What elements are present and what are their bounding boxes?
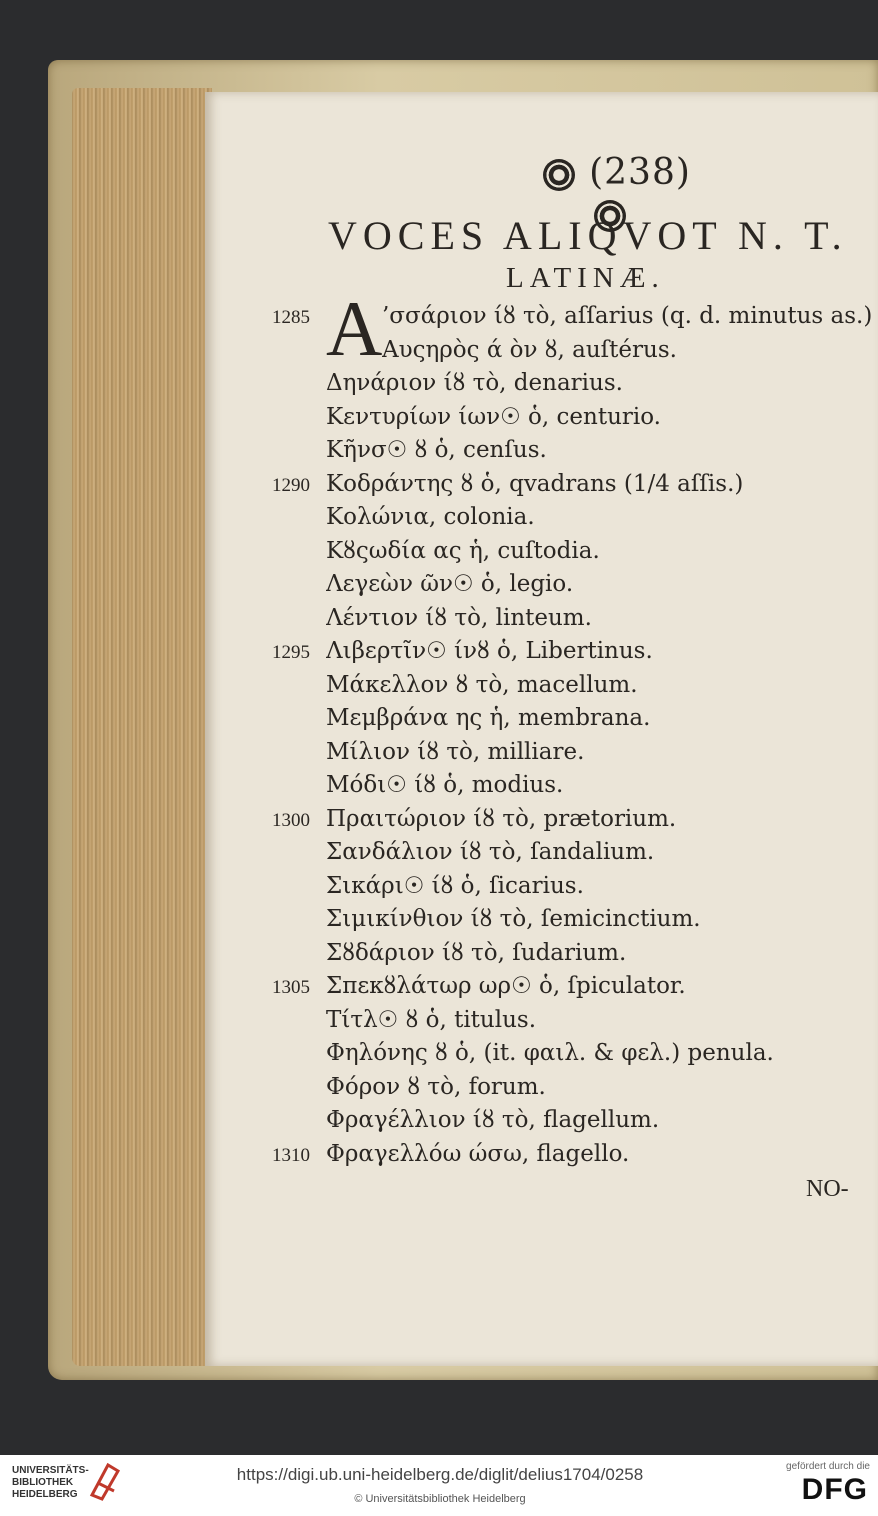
entry-number: 1310 (272, 1145, 310, 1166)
copyright-text: © Universitätsbibliothek Heidelberg (354, 1493, 526, 1505)
dictionary-entry (0, 973, 878, 1005)
ornament-icon (543, 159, 575, 191)
dictionary-entry (0, 303, 878, 335)
entry-text: Κοδράντης ȣ ὁ, qvadrans (1/4 aſſis.) (326, 471, 744, 497)
entry-text: Φραγέλλιον ίȣ τὸ, flagellum. (326, 1107, 660, 1133)
library-name-line: BIBLIOTHEK (12, 1477, 74, 1488)
dictionary-entry (0, 504, 878, 536)
dictionary-entry (0, 404, 878, 436)
library-name-line: HEIDELBERG (12, 1489, 78, 1500)
dictionary-entry (0, 839, 878, 871)
entry-number: 1295 (272, 642, 310, 663)
entry-text: Μάκελλον ȣ τὸ, macellum. (326, 672, 638, 698)
entry-text: Κȣςωδία ας ἡ, cuſtodia. (326, 538, 600, 564)
sponsor-note: gefördert durch die (786, 1461, 870, 1472)
entry-text: Σȣδάριον ίȣ τὸ, ſudarium. (326, 940, 627, 966)
dictionary-entry (0, 1074, 878, 1106)
dictionary-entry (0, 638, 878, 670)
entry-text: ’σσάριον ίȣ τὸ, aſſarius (q. d. minutus as.) (382, 303, 872, 329)
entry-text: Σικάρι☉ ίȣ ὁ, ſicarius. (326, 873, 584, 899)
page-title: VOCES ALIQVOT N. T. (328, 213, 848, 258)
entry-text: Κεντυρίων ίων☉ ὁ, centurio. (326, 404, 661, 430)
entry-text: Λεγεὼν ῶν☉ ὁ, legio. (326, 571, 574, 597)
viewer-footer (0, 1455, 878, 1516)
entry-number: 1305 (272, 977, 310, 998)
dictionary-entry (0, 437, 878, 469)
entry-text: Κολώνια, colonia. (326, 504, 535, 530)
entry-text: Λέντιον ίȣ τὸ, linteum. (326, 605, 592, 631)
entry-number: 1290 (272, 475, 310, 496)
drop-capital: A (326, 285, 383, 372)
library-name-line: UNIVERSITÄTS- (12, 1465, 89, 1476)
entry-number: 1285 (272, 307, 310, 328)
page-number: (238) (589, 152, 691, 193)
dictionary-entry (0, 370, 878, 402)
dictionary-entry (0, 705, 878, 737)
dictionary-entry (0, 1040, 878, 1072)
dictionary-entry (0, 1141, 878, 1173)
dictionary-entry (0, 1007, 878, 1039)
entry-text: Μόδι☉ ίȣ ὁ, modius. (326, 772, 564, 798)
page-subtitle: LATINÆ. (506, 262, 665, 294)
entry-text: Σανδάλιον ίȣ τὸ, ſandalium. (326, 839, 655, 865)
entry-text: Φηλόνης ȣ ὁ, (it. φαιλ. & φελ.) penula. (326, 1040, 774, 1066)
entry-text: Σιμικίνθιον ίȣ τὸ, ſemicinctium. (326, 906, 701, 932)
entry-text: Μίλιον ίȣ τὸ, milliare. (326, 739, 585, 765)
dictionary-entry (0, 538, 878, 570)
dictionary-entry (0, 806, 878, 838)
entry-text: Αυςηρὸς ά ὸν ȣ̃, auſtérus. (382, 337, 677, 363)
entry-text: Δηνάριον ίȣ τὸ, denarius. (326, 370, 623, 396)
dictionary-entry (0, 739, 878, 771)
entry-text: Μεμβράνα ης ἡ, membrana. (326, 705, 651, 731)
dictionary-entry (0, 873, 878, 905)
dfg-logo[interactable]: DFG (801, 1473, 868, 1506)
dictionary-entry (0, 337, 878, 369)
dictionary-entry (0, 772, 878, 804)
catchword: NO- (806, 1176, 849, 1202)
dictionary-entry (0, 672, 878, 704)
entry-text: Τίτλ☉ ȣ ὁ, titulus. (326, 1007, 537, 1033)
permalink-url[interactable]: https://digi.ub.uni-heidelberg.de/diglit/delius1704/0258 (236, 1465, 644, 1484)
dictionary-entry (0, 605, 878, 637)
entry-text: Κῆνσ☉ ȣ ὁ, cenſus. (326, 437, 547, 463)
entry-number: 1300 (272, 810, 310, 831)
dictionary-entry (0, 571, 878, 603)
dictionary-entry (0, 1107, 878, 1139)
dictionary-entry (0, 906, 878, 938)
dictionary-entry (0, 471, 878, 503)
entry-text: Λιβερτῖν☉ ίνȣ ὁ, Libertinus. (326, 638, 653, 664)
dictionary-entry (0, 940, 878, 972)
library-mark-icon (88, 1461, 122, 1501)
entry-text: Σπεκȣλάτωρ ωρ☉ ὁ, ſpiculator. (326, 973, 686, 999)
entry-text: Πραιτώριον ίȣ τὸ, prætorium. (326, 806, 677, 832)
entry-text: Φόρον ȣ τὸ, forum. (326, 1074, 546, 1100)
entry-text: Φραγελλόω ώσω, flagello. (326, 1141, 630, 1167)
